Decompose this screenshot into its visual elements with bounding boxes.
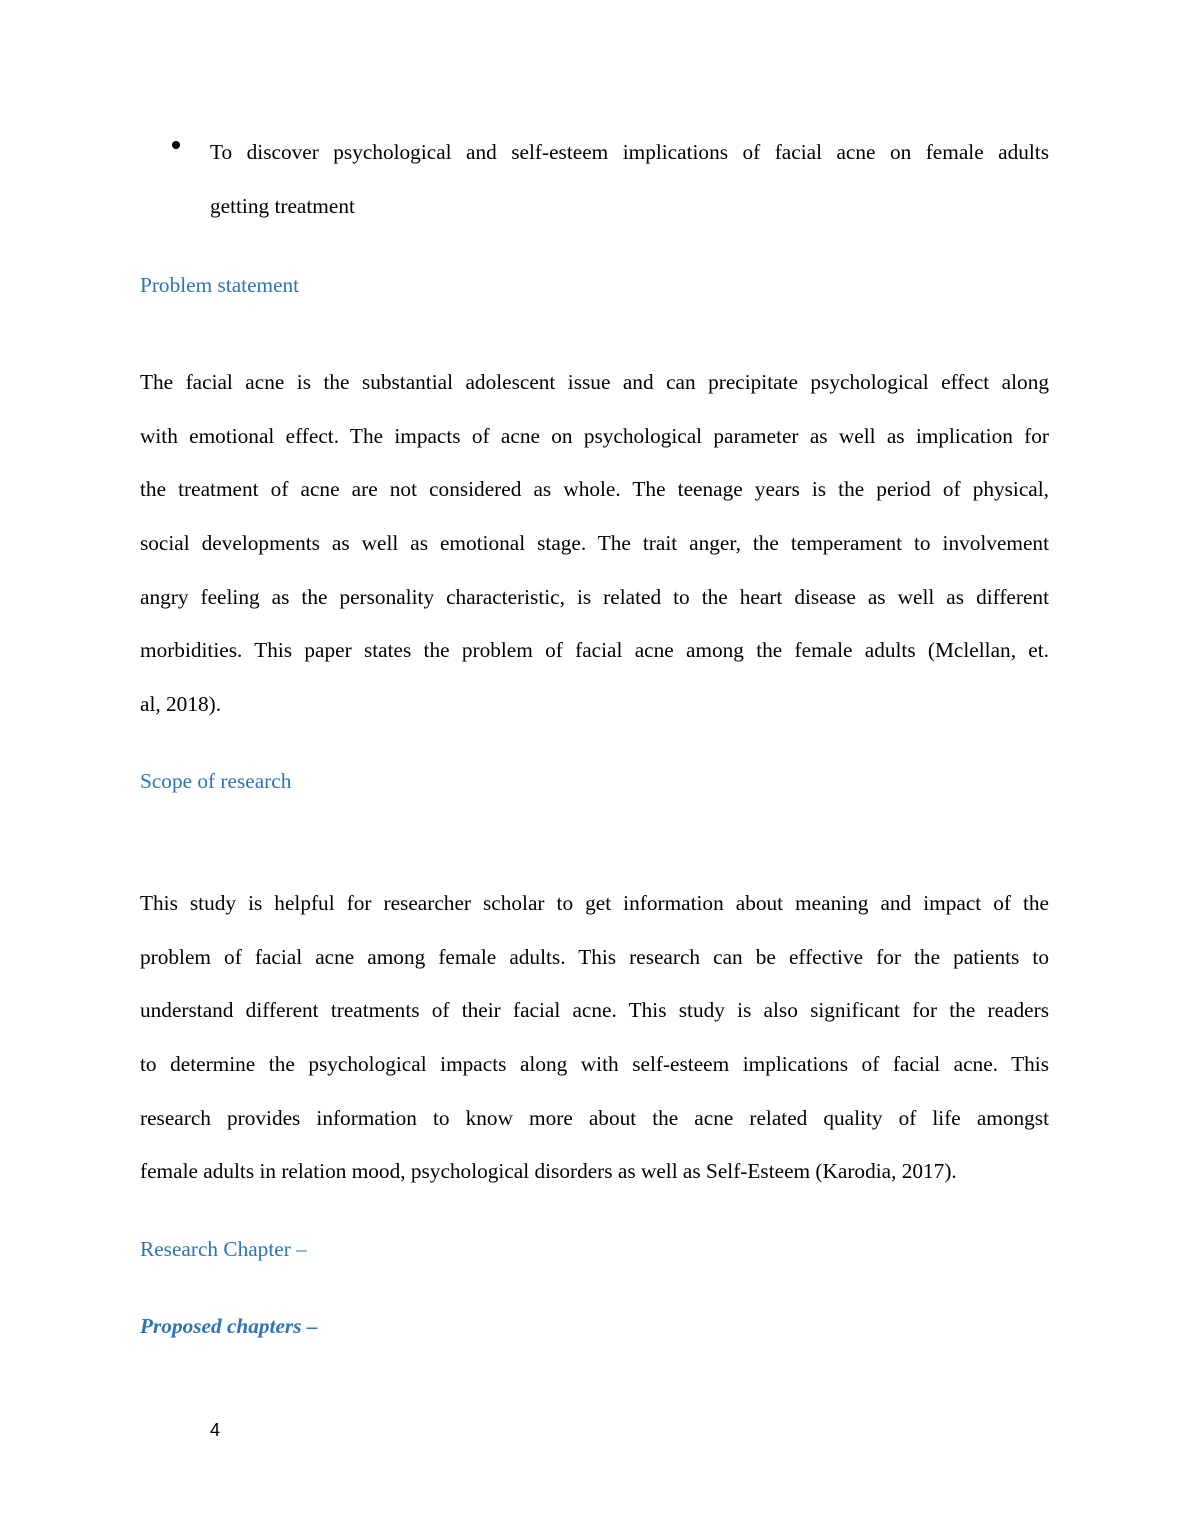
text-line: The facial acne is the substantial adolescent issue and can precipitate psychological effect along [140, 370, 1049, 394]
text-line: research provides information to know more about the acne related quality of life amongst [140, 1105, 1049, 1130]
heading-scope-of-research: Scope of research [140, 769, 292, 793]
text-line: morbidities. This paper states the problem of facial acne among the female adults (Mclellan, et. [140, 638, 1049, 663]
heading-proposed-chapters: Proposed chapters – [140, 1314, 318, 1338]
text-line: female adults in relation mood, psychological disorders as well as Self-Esteem (Karodia, 2017). [140, 1159, 957, 1184]
text-line: This study is helpful for researcher scholar to get information about meaning and impact of the [140, 891, 1049, 915]
text-line: al, 2018). [140, 692, 222, 717]
text-line: To discover psychological and self-esteem implications of facial acne on female adults [210, 140, 1049, 164]
heading-research-chapter: Research Chapter – [140, 1237, 307, 1261]
problem-paragraph [140, 356, 1049, 732]
text-line: social developments as well as emotional stage. The trait anger, the temperament to involvement [140, 531, 1049, 556]
page-number: 4 [210, 1420, 221, 1440]
scope-paragraph [140, 877, 1049, 1199]
heading-problem-statement: Problem statement [140, 273, 300, 297]
text-line: angry feeling as the personality characteristic, is related to the heart disease as well as different [140, 584, 1049, 609]
text-line: the treatment of acne are not considered as whole. The teenage years is the period of physical, [140, 477, 1049, 502]
text-line: with emotional effect. The impacts of acne on psychological parameter as well as implication for [140, 423, 1049, 448]
objective-bullet [210, 126, 1049, 233]
text-line: problem of facial acne among female adults. This research can be effective for the patients to [140, 944, 1049, 969]
text-line: understand different treatments of their facial acne. This study is also significant for the readers [140, 998, 1049, 1023]
bullet-icon [172, 141, 180, 149]
text-line: getting treatment [210, 193, 355, 218]
text-line: to determine the psychological impacts along with self-esteem implications of facial acne. This [140, 1052, 1049, 1077]
